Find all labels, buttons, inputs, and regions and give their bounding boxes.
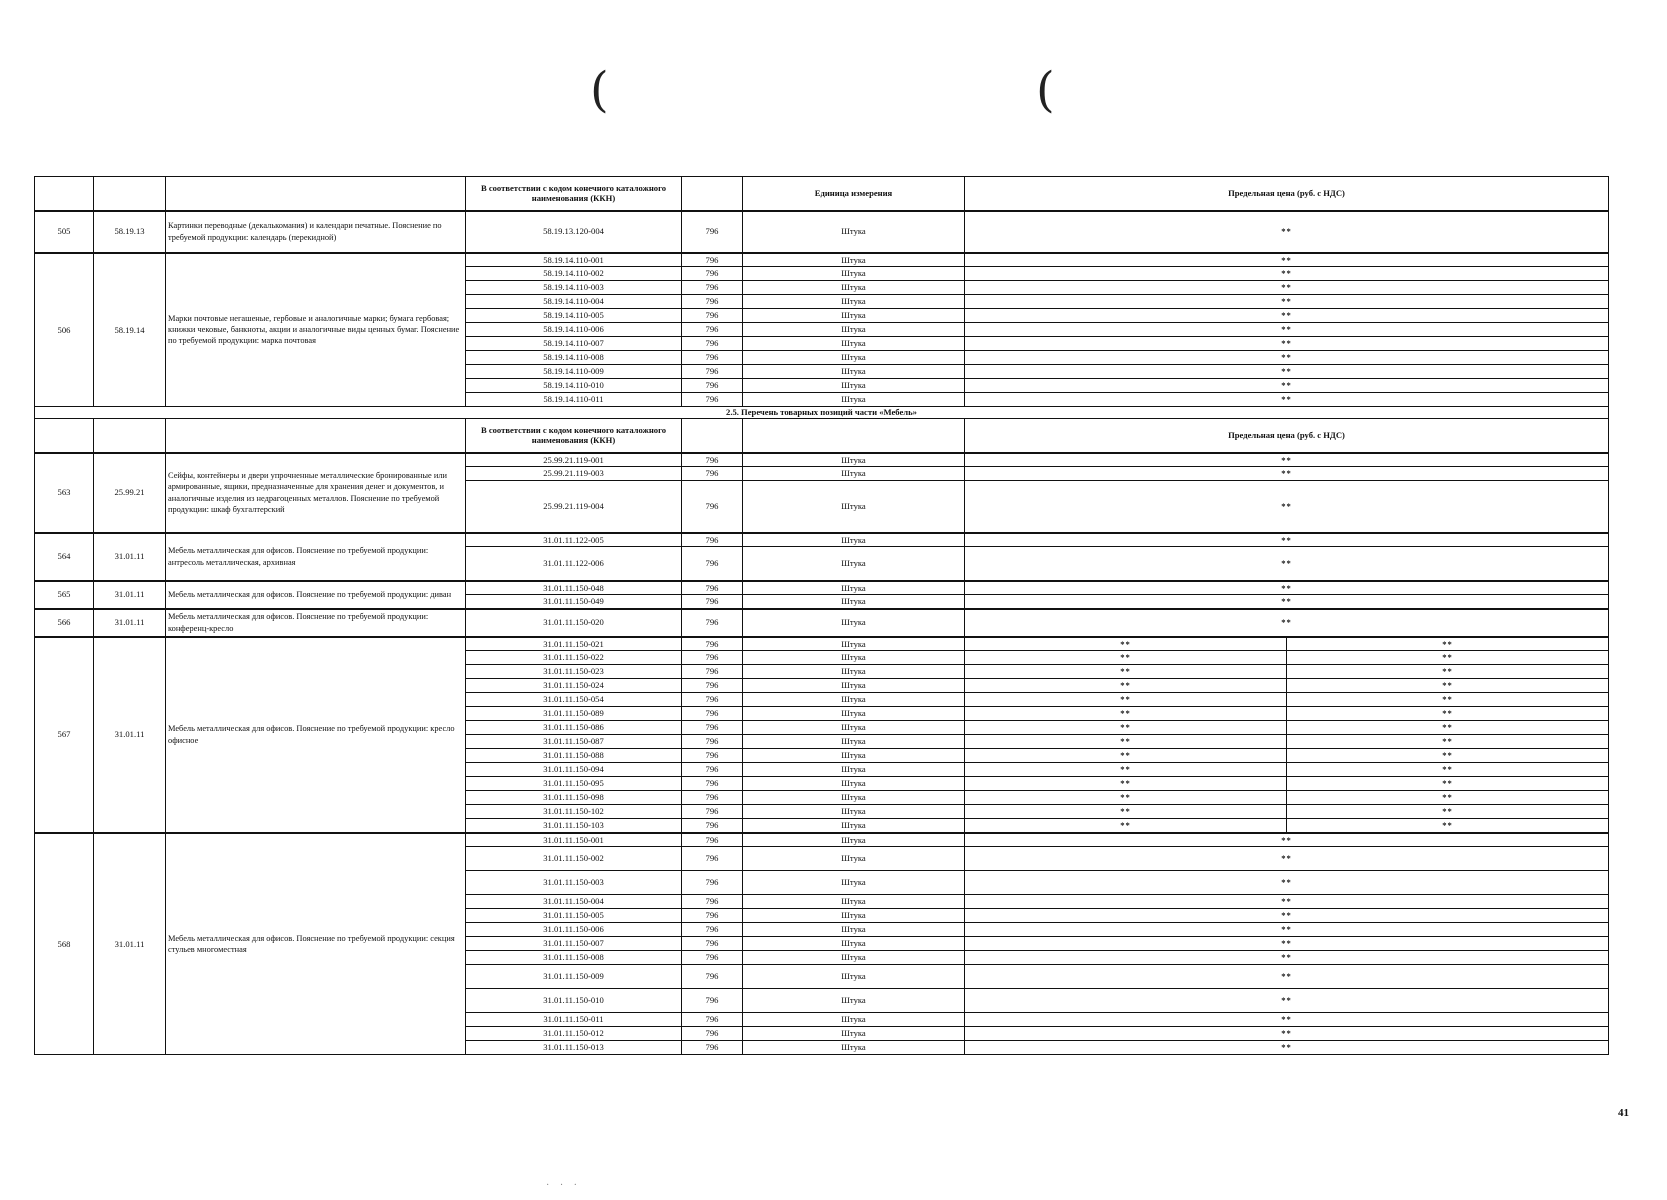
price-mark: ** [965, 989, 1609, 1013]
unit-name: Штука [743, 637, 965, 651]
unit-name: Штука [743, 211, 965, 253]
price-mark: ** [965, 895, 1609, 909]
price-mark: ** [965, 1013, 1609, 1027]
unit-name: Штука [743, 281, 965, 295]
okei-code: 796 [682, 365, 743, 379]
price-mark: ** [965, 337, 1609, 351]
table-row [35, 533, 1609, 547]
price-mark: ** [965, 951, 1609, 965]
okei-code: 796 [682, 763, 743, 777]
kkn-code: 31.01.11.150-095 [466, 777, 682, 791]
product-description: Мебель металлическая для офисов. Пояснение по требуемой продукции: диван [166, 581, 466, 609]
okei-code: 796 [682, 707, 743, 721]
kkn-code: 58.19.13.120-004 [466, 211, 682, 253]
kkn-code: 25.99.21.119-001 [466, 453, 682, 467]
price-mark: ** [965, 679, 1287, 693]
unit-name: Штука [743, 393, 965, 407]
unit-name: Штука [743, 267, 965, 281]
unit-name: Штука [743, 351, 965, 365]
unit-name: Штука [743, 1041, 965, 1055]
kkn-code: 58.19.14.110-005 [466, 309, 682, 323]
price-mark: ** [965, 721, 1287, 735]
kkn-code: 31.01.11.150-086 [466, 721, 682, 735]
price-mark: ** [965, 847, 1609, 871]
kkn-code: 31.01.11.150-020 [466, 609, 682, 637]
okei-code: 796 [682, 267, 743, 281]
kkn-code: 31.01.11.150-087 [466, 735, 682, 749]
okei-code: 796 [682, 467, 743, 481]
kkn-code: 58.19.14.110-007 [466, 337, 682, 351]
section-title: 2.5. Перечень товарных позиций части «Мебель» [35, 407, 1609, 419]
okei-code: 796 [682, 581, 743, 595]
okei-code: 796 [682, 323, 743, 337]
okei-code: 796 [682, 965, 743, 989]
unit-name: Штука [743, 833, 965, 847]
unit-name: Штука [743, 309, 965, 323]
position-number: 505 [35, 211, 94, 253]
price-mark: ** [965, 735, 1287, 749]
price-mark: ** [965, 651, 1287, 665]
kkn-code: 31.01.11.150-024 [466, 679, 682, 693]
header-price: Предельная цена (руб. с НДС) [965, 419, 1609, 453]
okei-code: 796 [682, 895, 743, 909]
kkn-code: 58.19.14.110-001 [466, 253, 682, 267]
okei-code: 796 [682, 989, 743, 1013]
table-row [35, 453, 1609, 467]
okei-code: 796 [682, 453, 743, 467]
price-mark: ** [965, 791, 1287, 805]
price-mark: ** [965, 267, 1609, 281]
product-description: Мебель металлическая для офисов. Пояснение по требуемой продукции: антресоль металлическая, архивная [166, 533, 466, 581]
unit-name: Штука [743, 365, 965, 379]
kkn-code: 31.01.11.150-007 [466, 937, 682, 951]
kkn-code: 31.01.11.150-088 [466, 749, 682, 763]
okei-code: 796 [682, 665, 743, 679]
price-mark: ** [965, 581, 1609, 595]
unit-name: Штука [743, 895, 965, 909]
kkn-code: 58.19.14.110-004 [466, 295, 682, 309]
header-empty-num [35, 177, 94, 211]
kkn-code: 31.01.11.150-094 [466, 763, 682, 777]
position-number: 565 [35, 581, 94, 609]
kkn-code: 58.19.14.110-008 [466, 351, 682, 365]
price-mark: ** [965, 909, 1609, 923]
okpd-code: 58.19.14 [94, 253, 166, 407]
kkn-code: 31.01.11.150-054 [466, 693, 682, 707]
price-mark: ** [1287, 665, 1609, 679]
price-mark: ** [965, 595, 1609, 609]
price-mark: ** [965, 965, 1609, 989]
okei-code: 796 [682, 547, 743, 581]
kkn-code: 25.99.21.119-004 [466, 481, 682, 533]
unit-name: Штука [743, 1013, 965, 1027]
okei-code: 796 [682, 309, 743, 323]
price-mark: ** [965, 637, 1287, 651]
header-price: Предельная цена (руб. с НДС) [965, 177, 1609, 211]
header-empty-okpd [94, 177, 166, 211]
price-mark: ** [1287, 651, 1609, 665]
product-description: Мебель металлическая для офисов. Пояснение по требуемой продукции: секция стульев многоместная [166, 833, 466, 1055]
okei-code: 796 [682, 281, 743, 295]
kkn-code: 31.01.11.150-004 [466, 895, 682, 909]
price-mark: ** [965, 281, 1609, 295]
price-mark: ** [965, 393, 1609, 407]
unit-name: Штука [743, 595, 965, 609]
price-mark: ** [965, 351, 1609, 365]
unit-name: Штука [743, 937, 965, 951]
product-description: Марки почтовые негашеные, гербовые и аналогичные марки; бумага гербовая; книжки чековые, банкноты, акции и аналогичные виды ценных бумаг. Пояснение по требуемой продукции: марка почтовая [166, 253, 466, 407]
product-description: Мебель металлическая для офисов. Пояснение по требуемой продукции: конференц-кресло [166, 609, 466, 637]
price-mark: ** [1287, 777, 1609, 791]
unit-name: Штука [743, 847, 965, 871]
unit-name: Штука [743, 763, 965, 777]
kkn-code: 58.19.14.110-010 [466, 379, 682, 393]
kkn-code: 31.01.11.150-008 [466, 951, 682, 965]
price-mark: ** [965, 707, 1287, 721]
okei-code: 796 [682, 609, 743, 637]
unit-name: Штука [743, 909, 965, 923]
okei-code: 796 [682, 351, 743, 365]
header-kkn: В соответствии с кодом конечного каталожного наименования (ККН) [466, 419, 682, 453]
table-row [35, 581, 1609, 595]
okei-code: 796 [682, 481, 743, 533]
okei-code: 796 [682, 791, 743, 805]
okei-code: 796 [682, 1027, 743, 1041]
kkn-code: 31.01.11.150-089 [466, 707, 682, 721]
table-row [35, 253, 1609, 267]
scan-noise: · · · [546, 1180, 581, 1191]
unit-name: Штука [743, 581, 965, 595]
price-mark: ** [965, 763, 1287, 777]
unit-name: Штука [743, 735, 965, 749]
price-mark: ** [965, 819, 1287, 833]
price-mark: ** [965, 805, 1287, 819]
price-mark: ** [965, 665, 1287, 679]
kkn-code: 31.01.11.150-048 [466, 581, 682, 595]
price-limit-table [34, 176, 1609, 1055]
unit-name: Штука [743, 777, 965, 791]
kkn-code: 31.01.11.150-002 [466, 847, 682, 871]
price-mark: ** [965, 937, 1609, 951]
unit-name: Штука [743, 819, 965, 833]
unit-name: Штука [743, 651, 965, 665]
price-mark: ** [965, 323, 1609, 337]
price-mark: ** [965, 693, 1287, 707]
kkn-code: 31.01.11.150-013 [466, 1041, 682, 1055]
unit-name: Штука [743, 721, 965, 735]
header-empty-desc [166, 177, 466, 211]
header-empty-okei [682, 177, 743, 211]
kkn-code: 31.01.11.150-021 [466, 637, 682, 651]
price-mark: ** [965, 1027, 1609, 1041]
kkn-code: 31.01.11.122-006 [466, 547, 682, 581]
okpd-code: 25.99.21 [94, 453, 166, 533]
kkn-code: 58.19.14.110-006 [466, 323, 682, 337]
okpd-code: 31.01.11 [94, 637, 166, 833]
price-mark: ** [1287, 749, 1609, 763]
price-mark: ** [965, 309, 1609, 323]
kkn-code: 31.01.11.150-049 [466, 595, 682, 609]
unit-name: Штука [743, 547, 965, 581]
price-mark: ** [965, 609, 1609, 637]
okei-code: 796 [682, 337, 743, 351]
kkn-code: 31.01.11.150-098 [466, 791, 682, 805]
unit-name: Штука [743, 295, 965, 309]
okei-code: 796 [682, 679, 743, 693]
price-mark: ** [965, 379, 1609, 393]
price-mark: ** [1287, 679, 1609, 693]
header-empty-okei [682, 419, 743, 453]
position-number: 506 [35, 253, 94, 407]
table-row [35, 211, 1609, 253]
okei-code: 796 [682, 211, 743, 253]
okpd-code: 31.01.11 [94, 533, 166, 581]
kkn-code: 58.19.14.110-003 [466, 281, 682, 295]
price-mark: ** [1287, 721, 1609, 735]
table-row [35, 637, 1609, 651]
price-mark: ** [965, 453, 1609, 467]
unit-name: Штука [743, 989, 965, 1013]
product-description: Картинки переводные (декалькомания) и календари печатные. Пояснение по требуемой продукции: календарь (перекидной) [166, 211, 466, 253]
table-header-row [35, 177, 1609, 211]
kkn-code: 31.01.11.150-011 [466, 1013, 682, 1027]
okei-code: 796 [682, 253, 743, 267]
section-title-row [35, 407, 1609, 419]
unit-name: Штука [743, 453, 965, 467]
price-mark: ** [965, 871, 1609, 895]
price-mark: ** [965, 365, 1609, 379]
kkn-code: 31.01.11.150-006 [466, 923, 682, 937]
okei-code: 796 [682, 595, 743, 609]
okpd-code: 31.01.11 [94, 609, 166, 637]
kkn-code: 31.01.11.150-009 [466, 965, 682, 989]
price-mark: ** [965, 533, 1609, 547]
scan-bracket-right: ( [1036, 62, 1055, 118]
header-unit: Единица измерения [743, 177, 965, 211]
okei-code: 796 [682, 693, 743, 707]
okei-code: 796 [682, 847, 743, 871]
okei-code: 796 [682, 1041, 743, 1055]
kkn-code: 31.01.11.150-022 [466, 651, 682, 665]
position-number: 567 [35, 637, 94, 833]
okei-code: 796 [682, 651, 743, 665]
okei-code: 796 [682, 819, 743, 833]
unit-name: Штука [743, 951, 965, 965]
price-mark: ** [965, 833, 1609, 847]
unit-name: Штука [743, 609, 965, 637]
price-mark: ** [965, 467, 1609, 481]
kkn-code: 31.01.11.150-003 [466, 871, 682, 895]
unit-name: Штука [743, 467, 965, 481]
kkn-code: 25.99.21.119-003 [466, 467, 682, 481]
okei-code: 796 [682, 805, 743, 819]
price-mark: ** [1287, 763, 1609, 777]
position-number: 566 [35, 609, 94, 637]
kkn-code: 58.19.14.110-011 [466, 393, 682, 407]
unit-name: Штука [743, 323, 965, 337]
unit-name: Штука [743, 923, 965, 937]
kkn-code: 31.01.11.150-103 [466, 819, 682, 833]
okei-code: 796 [682, 533, 743, 547]
price-mark: ** [1287, 693, 1609, 707]
okpd-code: 31.01.11 [94, 581, 166, 609]
header-empty-desc [166, 419, 466, 453]
kkn-code: 31.01.11.150-001 [466, 833, 682, 847]
header-empty-num [35, 419, 94, 453]
price-mark: ** [1287, 637, 1609, 651]
price-mark: ** [1287, 819, 1609, 833]
unit-name: Штука [743, 379, 965, 393]
unit-name: Штука [743, 707, 965, 721]
okei-code: 796 [682, 637, 743, 651]
price-mark: ** [965, 295, 1609, 309]
okei-code: 796 [682, 735, 743, 749]
okpd-code: 58.19.13 [94, 211, 166, 253]
price-mark: ** [1287, 707, 1609, 721]
unit-name: Штука [743, 749, 965, 763]
scan-bracket-left: ( [590, 62, 609, 118]
product-description: Сейфы, контейнеры и двери упрочненные металлические бронированные или армированные, ящики, предназначенные для хранения денег и документов, и аналогичные изделия из недрагоценных металлов. Пояснение по требуемой продукции: шкаф бухгалтерский [166, 453, 466, 533]
okei-code: 796 [682, 909, 743, 923]
unit-name: Штука [743, 965, 965, 989]
unit-name: Штука [743, 791, 965, 805]
okei-code: 796 [682, 721, 743, 735]
price-mark: ** [965, 481, 1609, 533]
header-kkn: В соответствии с кодом конечного каталожного наименования (ККН) [466, 177, 682, 211]
kkn-code: 58.19.14.110-009 [466, 365, 682, 379]
table-row [35, 609, 1609, 637]
unit-name: Штука [743, 481, 965, 533]
unit-name: Штука [743, 665, 965, 679]
unit-name: Штука [743, 1027, 965, 1041]
table-row [35, 833, 1609, 847]
unit-name: Штука [743, 337, 965, 351]
unit-name: Штука [743, 693, 965, 707]
position-number: 564 [35, 533, 94, 581]
okei-code: 796 [682, 749, 743, 763]
position-number: 563 [35, 453, 94, 533]
price-mark: ** [965, 777, 1287, 791]
price-mark: ** [965, 211, 1609, 253]
kkn-code: 58.19.14.110-002 [466, 267, 682, 281]
price-mark: ** [1287, 735, 1609, 749]
unit-name: Штука [743, 679, 965, 693]
product-description: Мебель металлическая для офисов. Пояснение по требуемой продукции: кресло офисное [166, 637, 466, 833]
unit-name: Штука [743, 533, 965, 547]
header-empty-unit [743, 419, 965, 453]
okei-code: 796 [682, 1013, 743, 1027]
price-mark: ** [965, 253, 1609, 267]
okei-code: 796 [682, 871, 743, 895]
okei-code: 796 [682, 833, 743, 847]
okei-code: 796 [682, 937, 743, 951]
price-mark: ** [965, 1041, 1609, 1055]
header-empty-okpd [94, 419, 166, 453]
table-header-row [35, 419, 1609, 453]
okpd-code: 31.01.11 [94, 833, 166, 1055]
kkn-code: 31.01.11.150-010 [466, 989, 682, 1013]
price-mark: ** [1287, 805, 1609, 819]
okei-code: 796 [682, 393, 743, 407]
okei-code: 796 [682, 295, 743, 309]
kkn-code: 31.01.11.150-012 [466, 1027, 682, 1041]
kkn-code: 31.01.11.122-005 [466, 533, 682, 547]
kkn-code: 31.01.11.150-023 [466, 665, 682, 679]
price-mark: ** [965, 749, 1287, 763]
page-number: 41 [1618, 1107, 1629, 1119]
okei-code: 796 [682, 379, 743, 393]
unit-name: Штука [743, 805, 965, 819]
okei-code: 796 [682, 951, 743, 965]
okei-code: 796 [682, 777, 743, 791]
unit-name: Штука [743, 871, 965, 895]
okei-code: 796 [682, 923, 743, 937]
price-mark: ** [965, 547, 1609, 581]
unit-name: Штука [743, 253, 965, 267]
price-mark: ** [1287, 791, 1609, 805]
kkn-code: 31.01.11.150-102 [466, 805, 682, 819]
position-number: 568 [35, 833, 94, 1055]
price-mark: ** [965, 923, 1609, 937]
kkn-code: 31.01.11.150-005 [466, 909, 682, 923]
